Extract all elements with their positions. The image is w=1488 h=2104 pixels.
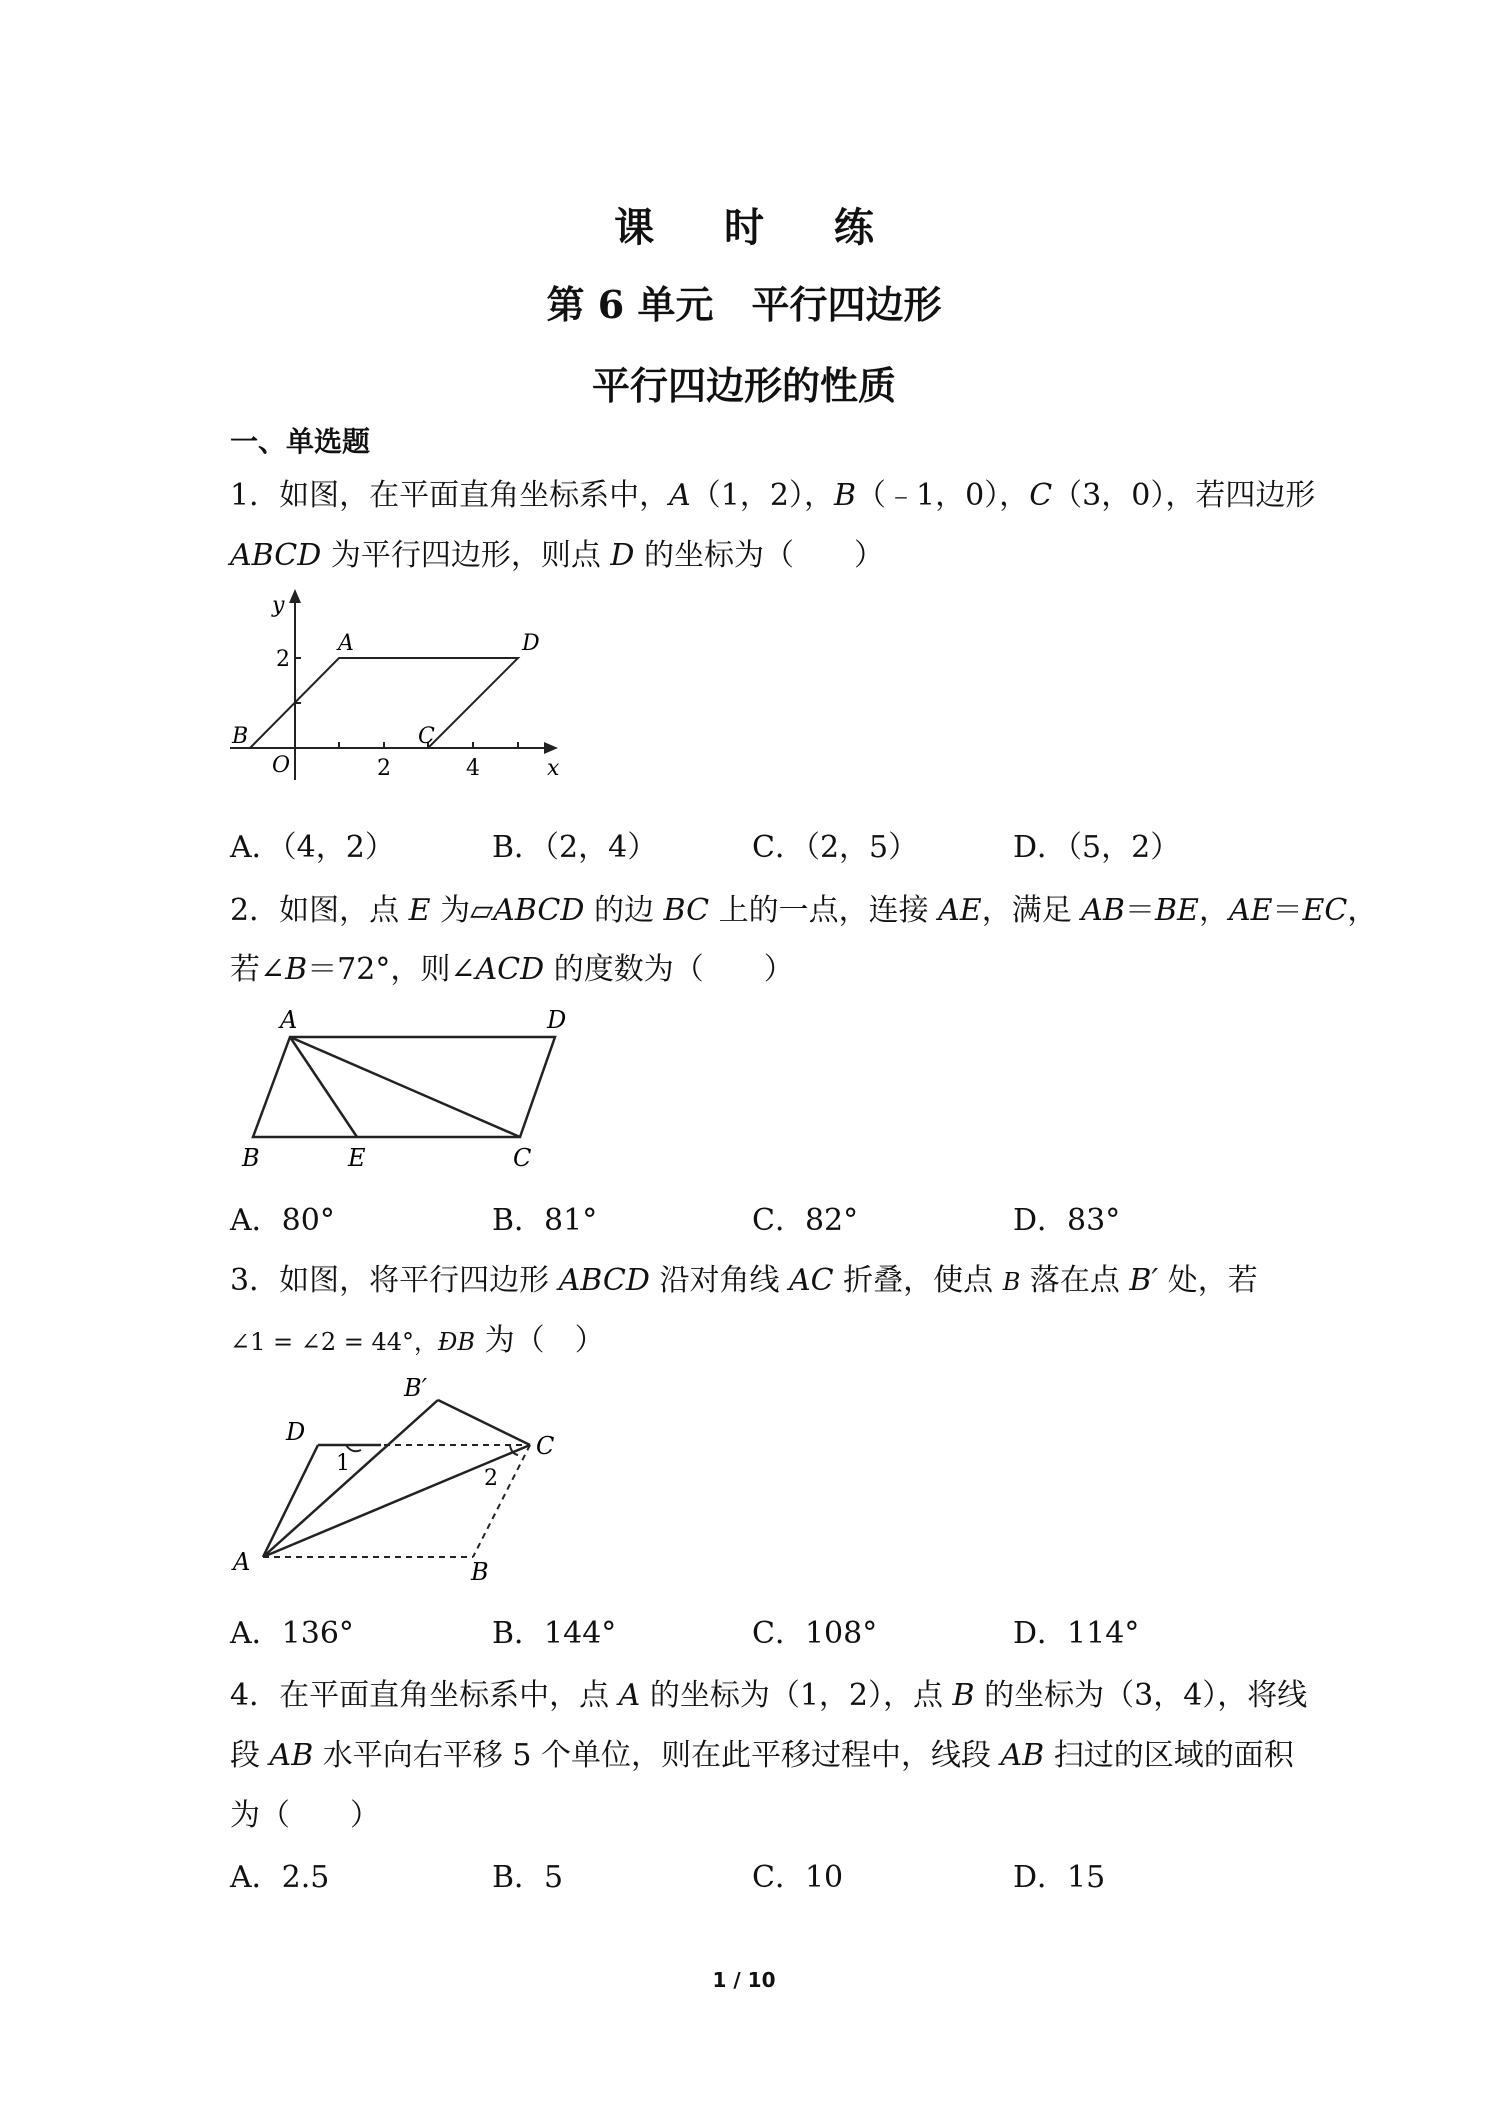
- x-tick-2: 2: [377, 756, 391, 780]
- q1-option-a[interactable]: A．（4，2）: [230, 830, 395, 865]
- segment-ad: [263, 1445, 318, 1557]
- q2-parallelogram-figure: [230, 1000, 590, 1175]
- q4-option-a[interactable]: A．2.5: [230, 1860, 330, 1895]
- x-label: x: [547, 756, 560, 780]
- q4-line-2: 段 AB 水平向右平移 5 个单位，则在此平移过程中，线段 AB 扫过的区域的面积: [230, 1738, 1294, 1773]
- y-tick-2: 2: [276, 647, 290, 672]
- point-a-label: A: [338, 631, 354, 656]
- q4-option-d[interactable]: D．15: [1013, 1860, 1106, 1895]
- q2-option-a[interactable]: A．80°: [230, 1203, 335, 1238]
- segment-b-prime-c: [438, 1400, 530, 1445]
- section-heading: 一、单选题: [230, 425, 371, 458]
- q2-line-2: 若∠B＝72°，则∠ACD 的度数为（ ）: [230, 952, 794, 987]
- q3-option-c[interactable]: C．108°: [752, 1616, 878, 1651]
- diagonal-ac: [263, 1445, 530, 1557]
- y-label: y: [272, 593, 285, 618]
- q3-option-b[interactable]: B．144°: [492, 1616, 617, 1651]
- angle-2-label: 2: [484, 1466, 498, 1491]
- angle-1-label: 1: [336, 1451, 350, 1476]
- q2-option-d[interactable]: D．83°: [1013, 1203, 1121, 1238]
- q2-line-1: 2．如图，点 E 为▱ABCD 的边 BC 上的一点，连接 AE，满足 AB＝BE，AE＝EC，: [230, 893, 1378, 928]
- q3-option-d[interactable]: D．114°: [1013, 1616, 1140, 1651]
- q1-option-b[interactable]: B．（2，4）: [492, 830, 658, 865]
- origin-label: O: [272, 753, 291, 778]
- unit-title: 第 6 单元 平行四边形: [546, 282, 942, 327]
- y-axis-arrow: [289, 589, 301, 603]
- q1-line-2: ABCD 为平行四边形，则点 D 的坐标为（ ）: [230, 538, 884, 573]
- point-c-label: C: [513, 1144, 532, 1172]
- point-a-label: A: [233, 1548, 251, 1576]
- point-e-label: E: [348, 1144, 366, 1172]
- q1-option-c[interactable]: C．（2，5）: [752, 830, 919, 865]
- q1-option-d[interactable]: D．（5，2）: [1013, 830, 1181, 865]
- q3-line-2: ∠1 = ∠2 = 44°，ÐB 为（ ）: [230, 1323, 605, 1358]
- q1-coordinate-figure: [220, 585, 580, 780]
- point-d-label: D: [547, 1006, 567, 1034]
- q3-fold-figure: [228, 1370, 588, 1580]
- point-b-label: B: [242, 1144, 260, 1172]
- point-b-label: B: [232, 724, 249, 749]
- page-title: 课 时 练: [614, 204, 902, 251]
- q4-option-b[interactable]: B．5: [492, 1860, 564, 1895]
- point-c-label: C: [418, 724, 435, 749]
- q4-option-c[interactable]: C．10: [752, 1860, 844, 1895]
- point-d-label: D: [286, 1418, 306, 1446]
- q4-line-3: 为（ ）: [230, 1798, 380, 1833]
- q4-line-1: 4．在平面直角坐标系中，点 A 的坐标为（1，2），点 B 的坐标为（3，4），将线: [230, 1678, 1308, 1713]
- q3-option-a[interactable]: A．136°: [230, 1616, 354, 1651]
- x-tick-4: 4: [466, 756, 480, 780]
- parallelogram-abcd: [250, 658, 518, 748]
- point-b-label: B: [471, 1558, 489, 1580]
- q3-line-1: 3．如图，将平行四边形 ABCD 沿对角线 AC 折叠，使点 B 落在点 B′ 处，若: [230, 1263, 1258, 1298]
- dashed-cb: [473, 1445, 530, 1557]
- point-c-label: C: [536, 1432, 555, 1460]
- point-d-label: D: [522, 631, 540, 656]
- x-axis-arrow: [544, 742, 558, 754]
- q2-option-b[interactable]: B．81°: [492, 1203, 598, 1238]
- lesson-title: 平行四边形的性质: [591, 363, 896, 408]
- q2-option-c[interactable]: C．82°: [752, 1203, 859, 1238]
- point-b-prime-label: B′: [404, 1374, 428, 1402]
- q1-line-1: 1．如图，在平面直角坐标系中，A（1，2），B（﹣1，0），C（3，0），若四边形: [230, 478, 1316, 513]
- point-a-label: A: [280, 1006, 298, 1034]
- page-number: 1 / 10: [712, 1968, 776, 1992]
